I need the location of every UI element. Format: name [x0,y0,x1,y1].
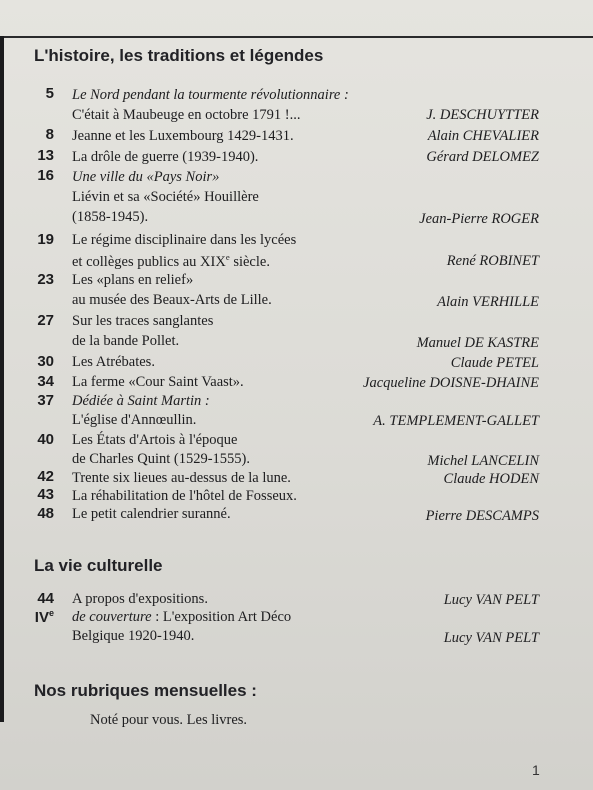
entry-title-line: La ferme «Cour Saint Vaast». [72,374,244,390]
rubriques-list: Noté pour vous. Les livres. [90,712,248,728]
entry-author: J. DESCHUYTTER [426,107,539,123]
entry-author: Pierre DESCAMPS [425,508,539,524]
left-rule [0,36,4,722]
entry-title-line: Une ville du «Pays Noir» [72,169,220,185]
entry-title-line: Le Nord pendant la tourmente révolutionnaire : [72,87,349,103]
entry-page-number: 48 [37,505,54,522]
entry-author: Manuel DE KASTRE [416,335,539,351]
entry-title-line: Dédiée à Saint Martin : [72,393,210,409]
entry-author: Lucy VAN PELT [443,592,539,608]
entry-author: Jean-Pierre ROGER [419,211,539,227]
entry-title-line: Les Atrébates. [72,354,155,370]
entry-title-line: de la bande Pollet. [72,333,180,349]
entry-page-number: 16 [37,167,54,184]
entry-author: Lucy VAN PELT [443,630,539,646]
entry-title-line: Les États d'Artois à l'époque [72,432,238,448]
entry-title-line: La réhabilitation de l'hôtel de Fosseux. [72,488,297,504]
entry-page-number: 37 [37,392,54,409]
entry-title-line: Belgique 1920-1940. [72,628,195,644]
entry-page-number: 30 [37,353,54,370]
entry-author: Gérard DELOMEZ [426,149,539,165]
page-number: 1 [532,762,540,778]
entry-author: A. TEMPLEMENT-GALLET [373,413,539,429]
entry-title-line: Sur les traces sanglantes [72,313,214,329]
cover-label: de couverture [72,609,152,625]
entry-author: Jacqueline DOISNE-DHAINE [363,375,539,391]
entry-title-line: A propos d'expositions. [72,591,208,607]
entry-title-line: La drôle de guerre (1939-1940). [72,149,259,165]
history-section-title: L'histoire, les traditions et légendes [34,46,324,65]
entry-author: Michel LANCELIN [427,453,539,469]
entry-title-line: Liévin et sa «Société» Houillère [72,189,259,205]
entry-page-number: 43 [37,486,54,503]
entry-title-line: Jeanne et les Luxembourg 1429-1431. [72,128,294,144]
entry-title-line: au musée des Beaux-Arts de Lille. [72,292,272,308]
entry-page-number: 23 [37,271,54,288]
entry-author: René ROBINET [446,253,539,269]
entry-page-number: 13 [37,147,54,164]
entry-title-line: de Charles Quint (1529-1555). [72,451,250,467]
rubriques-section-title: Nos rubriques mensuelles : [34,681,257,700]
culture-section-title: La vie culturelle [34,556,163,575]
entry-page-number: 27 [37,312,54,329]
entry-title-line: L'église d'Annœullin. [72,412,197,428]
entry-page-number: 44 [37,590,54,607]
entry-title-line: Le régime disciplinaire dans les lycées [72,232,297,248]
entry-author: Alain VERHILLE [437,294,539,310]
entry-page-number: 34 [37,373,54,390]
cover-title: : L'exposition Art Déco [151,609,292,625]
entry-title-line: et collèges publics au XIXe siècle. [72,252,270,270]
entry-author: Claude HODEN [443,471,539,487]
entry-title-line: Le petit calendrier suranné. [72,506,231,522]
entry-title-line: C'était à Maubeuge en octobre 1791 !... [72,107,301,123]
entry-page-number: 5 [45,85,54,102]
entry-title-line [72,610,291,625]
entry-page-number: 42 [37,468,54,485]
top-rule [0,36,593,38]
entry-page-number: IVe [34,608,54,626]
entry-author: Alain CHEVALIER [427,128,539,144]
entry-author: Claude PETEL [450,355,539,371]
entry-page-number: 40 [37,431,54,448]
entry-page-number: 8 [45,126,54,143]
entry-title-line: (1858-1945). [72,209,149,225]
entry-title-line: Trente six lieues au-dessus de la lune. [72,470,291,486]
entry-page-number: 19 [37,231,54,248]
entry-title-line: Les «plans en relief» [72,272,194,288]
